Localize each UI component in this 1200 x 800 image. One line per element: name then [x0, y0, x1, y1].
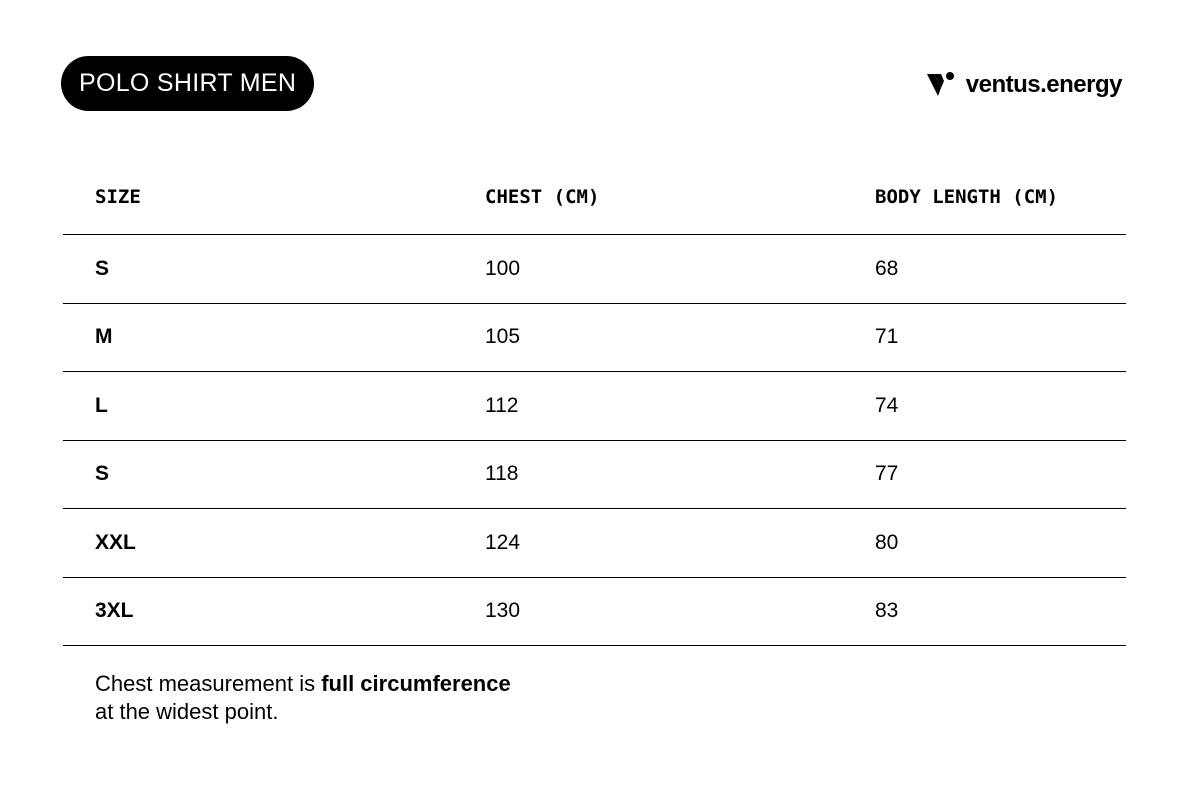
- table-row: [63, 578, 1126, 647]
- table-row: [63, 509, 1126, 578]
- table-row: [63, 372, 1126, 441]
- size-cell: S: [95, 462, 110, 486]
- brand-name: ventus.energy: [965, 71, 1122, 98]
- body-length-cell: 71: [875, 325, 899, 349]
- table-header: [63, 160, 1126, 235]
- size-cell: S: [95, 256, 110, 280]
- size-cell: M: [95, 325, 113, 349]
- note-prefix: Chest measurement is: [95, 671, 322, 696]
- chest-cell: 130: [485, 599, 521, 623]
- body-length-cell: 77: [875, 462, 899, 486]
- note-emphasis: full circumference: [321, 671, 511, 696]
- body-length-cell: 68: [875, 256, 899, 280]
- size-cell: XXL: [95, 530, 136, 554]
- page-title: POLO SHIRT MEN: [61, 56, 314, 111]
- size-cell: L: [95, 393, 108, 417]
- note-line-1: [95, 670, 511, 698]
- body-length-cell: 83: [875, 599, 899, 623]
- column-header-size: SIZE: [95, 186, 141, 208]
- body-length-cell: 74: [875, 393, 899, 417]
- column-header-chest: CHEST (CM): [485, 186, 600, 208]
- size-table: [63, 160, 1126, 646]
- column-header-body-length: BODY LENGTH (CM): [875, 186, 1059, 208]
- measurement-note: [95, 670, 511, 726]
- chest-cell: 124: [485, 530, 521, 554]
- chest-cell: 100: [485, 256, 521, 280]
- table-row: [63, 235, 1126, 304]
- chest-cell: 112: [485, 393, 519, 417]
- body-length-cell: 80: [875, 530, 899, 554]
- chest-cell: 105: [485, 325, 521, 349]
- size-cell: 3XL: [95, 599, 134, 623]
- chest-cell: 118: [485, 462, 519, 486]
- note-line-2: at the widest point.: [95, 699, 279, 724]
- ventus-logo-icon: [926, 70, 956, 100]
- brand: [926, 70, 1122, 100]
- table-row: [63, 304, 1126, 373]
- table-row: [63, 441, 1126, 510]
